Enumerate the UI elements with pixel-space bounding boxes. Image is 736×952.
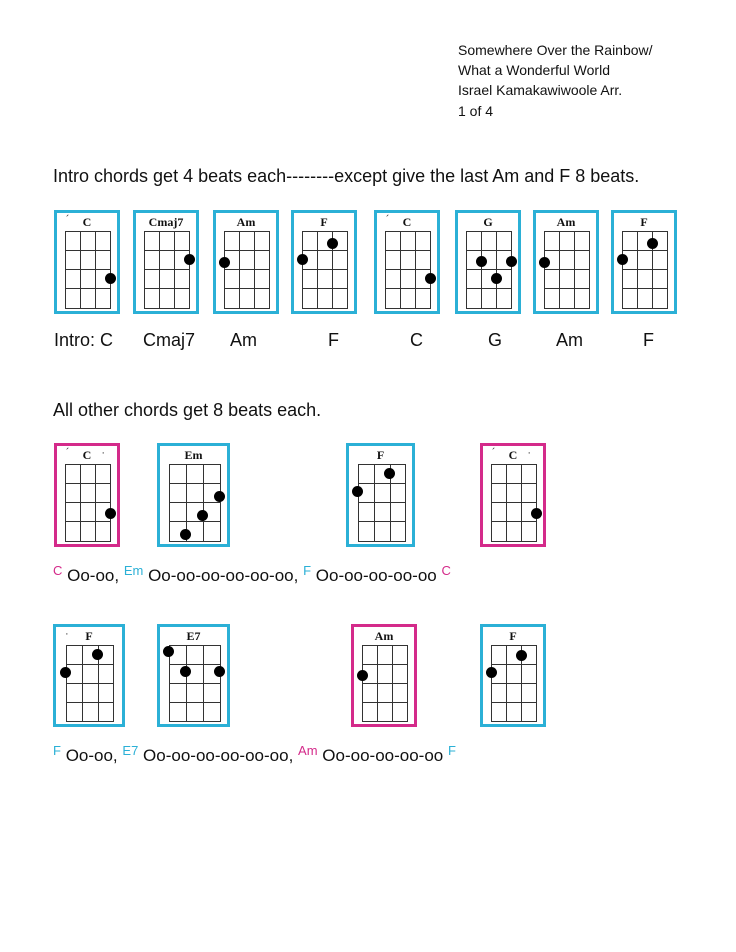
chord-name: F <box>640 215 648 229</box>
finger-dot <box>491 273 502 284</box>
chord-marker: C <box>53 563 63 578</box>
chord-name: Am <box>374 629 394 643</box>
chord-diagram-e7 <box>157 624 230 727</box>
lyric-line-1 <box>53 563 451 586</box>
finger-dot <box>357 670 368 681</box>
intro-label: Cmaj7 <box>143 330 196 350</box>
finger-dot <box>163 646 174 657</box>
chord-diagram-am <box>213 210 279 314</box>
finger-dot <box>647 238 658 249</box>
finger-dot <box>214 491 225 502</box>
chord-name: Em <box>184 448 203 462</box>
chord-name: C <box>82 448 92 462</box>
chord-diagram-f <box>480 624 546 727</box>
chord-marker: F <box>303 563 312 578</box>
intro-label: C <box>410 330 423 350</box>
lyric-text: Oo-oo, <box>67 566 120 585</box>
lyric-text: Oo-oo-oo-oo-oo <box>315 566 437 585</box>
lyric-text: Oo-oo-oo-oo-oo-oo, <box>148 566 299 585</box>
finger-dot <box>184 254 195 265</box>
finger-dot <box>180 529 191 540</box>
finger-dot <box>506 256 517 267</box>
chord-marker: Am <box>298 743 318 758</box>
finger-dot <box>539 257 550 268</box>
finger-dot <box>105 508 116 519</box>
finger-dot <box>297 254 308 265</box>
chord-name: F <box>320 215 328 229</box>
lyric-text: Oo-oo, <box>65 746 118 765</box>
song-title: Somewhere Over the Rainbow/ <box>458 42 653 58</box>
finger-dot <box>219 257 230 268</box>
chord-diagram-f <box>291 210 357 314</box>
finger-dot <box>327 238 338 249</box>
intro-label: G <box>488 330 503 350</box>
chord-name: C <box>82 215 92 229</box>
lyric-text: Oo-oo-oo-oo-oo <box>322 746 444 765</box>
chord-diagram-em <box>157 443 230 547</box>
chord-diagram-f <box>611 210 677 314</box>
finger-dot <box>531 508 542 519</box>
chord-diagram-f <box>346 443 415 547</box>
chord-diagram-am <box>533 210 599 314</box>
finger-dot <box>105 273 116 284</box>
finger-dot <box>425 273 436 284</box>
intro-label: Am <box>556 330 583 350</box>
chord-marker: Em <box>123 563 144 578</box>
chord-name: Am <box>236 215 256 229</box>
finger-dot <box>516 650 527 661</box>
chord-name: F <box>85 629 93 643</box>
finger-dot <box>476 256 487 267</box>
chord-marker: E7 <box>122 743 139 758</box>
chord-name: F <box>509 629 517 643</box>
finger-dot <box>384 468 395 479</box>
finger-dot <box>617 254 628 265</box>
chord-marker: C <box>441 563 451 578</box>
finger-dot <box>92 649 103 660</box>
finger-dot <box>214 666 225 677</box>
chord-name: C <box>402 215 412 229</box>
song-subtitle: What a Wonderful World <box>458 62 610 78</box>
chord-marker: F <box>447 743 456 758</box>
intro-label: F <box>328 330 339 350</box>
chord-diagram-c: ´ · C <box>54 443 120 547</box>
chord-name: E7 <box>186 629 201 643</box>
chord-diagram-c: ´ · C <box>480 443 546 547</box>
chord-diagram-c: ´ C <box>374 210 440 314</box>
page-number: 1 of 4 <box>458 103 494 119</box>
intro-label: Intro: C <box>54 330 114 350</box>
lyric-line-2 <box>53 743 456 766</box>
finger-dot <box>180 666 191 677</box>
intro-instruction: Intro chords get 4 beats each--------except give the last Am and F 8 beats. <box>53 166 640 186</box>
chord-name: F <box>376 448 385 462</box>
intro-label: F <box>643 330 654 350</box>
finger-dot <box>486 667 497 678</box>
chord-diagram-cmaj7 <box>133 210 199 314</box>
chord-diagram-c: ´ C <box>54 210 120 314</box>
chord-name: Am <box>556 215 576 229</box>
finger-dot <box>197 510 208 521</box>
arranger: Israel Kamakawiwoole Arr. <box>458 82 623 98</box>
lyric-text: Oo-oo-oo-oo-oo-oo, <box>143 746 294 765</box>
chord-marker: F <box>53 743 61 758</box>
chord-diagram-g <box>455 210 521 314</box>
chord-name: G <box>483 215 493 229</box>
finger-dot <box>352 486 363 497</box>
intro-label: Am <box>230 330 257 350</box>
chord-name: Cmaj7 <box>148 215 184 229</box>
other-instruction: All other chords get 8 beats each. <box>53 400 322 420</box>
finger-dot <box>60 667 71 678</box>
chord-diagram-am <box>351 624 417 727</box>
chord-name: C <box>508 448 518 462</box>
chord-diagram-f: · F <box>53 624 125 727</box>
